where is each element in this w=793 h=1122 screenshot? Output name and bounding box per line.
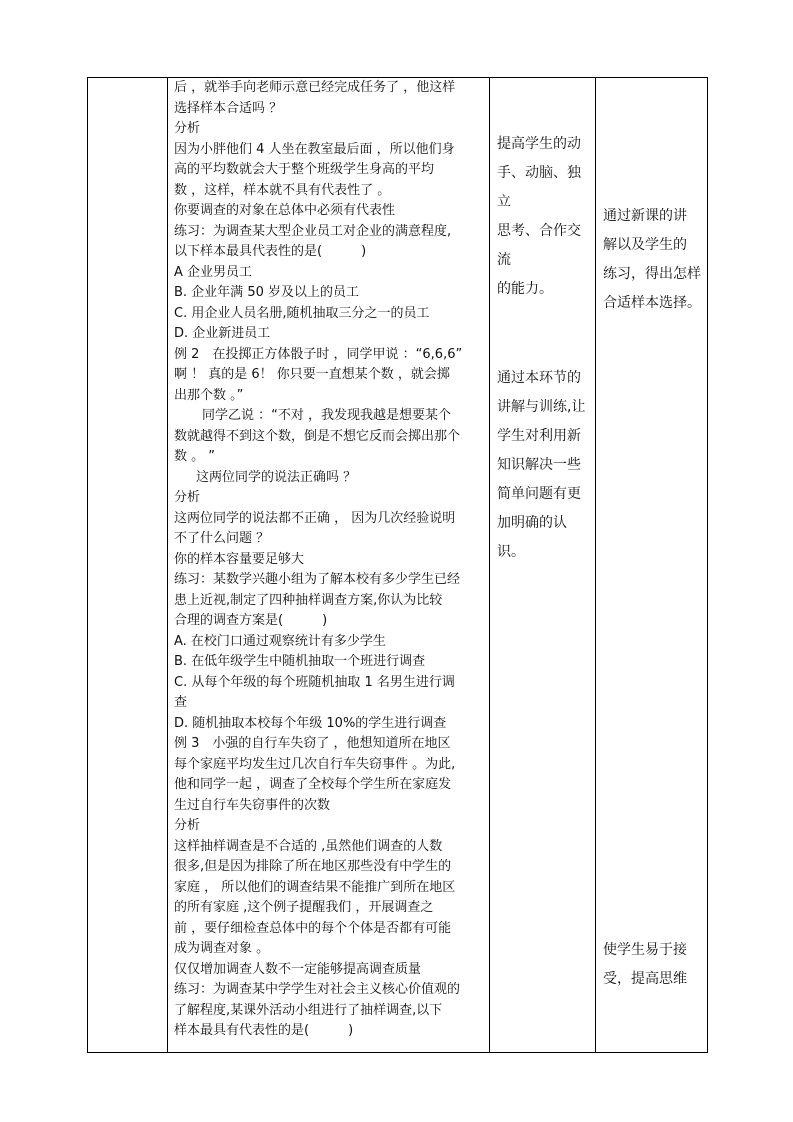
content-line: 例 3 小强的自行车失窃了 ，他想知道所在地区: [174, 736, 451, 751]
content-line: 例 2 在投掷正方体骰子时 ，同学甲说 ：“6,6,6”: [174, 346, 463, 362]
content-line: 样本最具有代表性的是( ): [174, 1023, 354, 1038]
design-intent-text-2: [596, 936, 707, 994]
content-line: A 企业男员工: [174, 264, 253, 280]
content-line: 分析: [174, 121, 201, 136]
ability-goal-text: [490, 130, 595, 304]
content-line: 合理的调查方案是( ): [174, 613, 328, 628]
content-line: 后 ，就举手向老师示意已经完成任务了 ，他这样: [174, 80, 456, 95]
content-line: 前 ，要仔细检查总体中的每个个体是否都有可能: [174, 920, 452, 936]
side-line: 合适样本选择。: [603, 295, 701, 311]
content-line: 了解程度,某课外活动小组进行了抽样调查,以下: [174, 1002, 443, 1018]
content-line: 练习：为调查某大型企业员工对企业的满意程度,: [174, 223, 452, 239]
content-line: 这两位同学的说法正确吗 ？: [196, 469, 357, 485]
content-line: 每个家庭平均发生过几次自行车失窃事件 。为此,: [174, 756, 456, 772]
side-line: 加明确的认识。: [497, 515, 567, 560]
content-line: C. 从每个年级的每个班随机抽取 1 名男生进行调: [174, 674, 455, 690]
practice-goal-text: [490, 364, 595, 567]
student-activity-cell: [490, 78, 596, 1053]
side-line: 学生对利用新: [497, 428, 581, 444]
side-line: 简单问题有更: [497, 486, 581, 502]
content-line: 分析: [174, 818, 201, 833]
content-line: 这两位同学的说法都不正确 ， 因为几次经验说明: [174, 510, 456, 526]
content-line: 患上近视,制定了四种抽样调查方案,你认为比较: [174, 592, 443, 608]
side-line: 受，提高思维: [603, 971, 687, 987]
content-line: 因为小胖他们 4 人坐在教室最后面 ，所以他们身: [174, 141, 455, 157]
teaching-content: [168, 78, 489, 1042]
side-line: 的能力。: [497, 281, 553, 297]
content-line: 高的平均数就会大于整个班级学生身高的平均: [174, 162, 435, 177]
lesson-table: [87, 77, 708, 1053]
side-line: 思考、合作交流: [497, 223, 581, 268]
design-intent-cell: [596, 78, 708, 1053]
content-line: 仅仅增加调查人数不一定能够提高调查质量: [174, 961, 422, 977]
content-line: 不了什么问题 ？: [174, 531, 270, 546]
side-line: 知识解决一些: [497, 457, 581, 473]
design-intent-text-1: [596, 202, 707, 318]
side-line: 提高学生的动: [497, 136, 581, 152]
side-line: 解以及学生的: [603, 237, 687, 253]
side-line: 讲解与训练,让: [497, 399, 586, 415]
content-line: C. 用企业人员名册,随机抽取三分之一的员工: [174, 305, 430, 321]
content-line: 查: [174, 695, 188, 710]
content-line: 数就越得不到这个数，倒是不想它反而会掷出那个: [174, 428, 461, 444]
side-line: 使学生易于接: [603, 942, 687, 958]
content-line: A. 在校门口通过观察统计有多少学生: [174, 633, 386, 649]
side-line: 通过本环节的: [497, 370, 581, 386]
content-line: B. 在低年级学生中随机抽取一个班进行调查: [174, 654, 426, 669]
content-line: 以下样本最具代表性的是( ): [174, 244, 367, 259]
content-line: 啊 ！ 真的是 6！ 你只要一直想某个数 ，就会掷: [174, 367, 450, 382]
side-line: 练习，得出怎样: [603, 266, 701, 282]
table-row: [88, 78, 708, 1053]
content-line: 练习：为调查某中学学生对社会主义核心价值观的: [174, 982, 461, 997]
content-line: 你的样本容量要足够大: [174, 551, 305, 567]
side-line: 手、动脑、独立: [497, 165, 581, 210]
side-line: 通过新课的讲: [603, 208, 687, 224]
content-line: 成为调查对象 。: [174, 941, 270, 956]
content-line: D. 随机抽取本校每个年级 10%的学生进行调查: [174, 715, 447, 731]
content-line: 分析: [174, 490, 201, 505]
content-line: B. 企业年满 50 岁及以上的员工: [174, 285, 359, 300]
content-line: 家庭 ， 所以他们的调查结果不能推广到所在地区: [174, 879, 456, 895]
content-line: 他和同学一起 ，调查了全校每个学生所在家庭发: [174, 777, 452, 792]
content-line: 数 。 ”: [174, 449, 215, 464]
content-line: 出那个数 。”: [174, 387, 244, 403]
content-line: 你要调查的对象在总体中必须有代表性: [174, 203, 396, 218]
content-line: 选择样本合适吗 ？: [174, 100, 283, 116]
content-line: 练习：某数学兴趣小组为了解本校有多少学生已经: [174, 572, 461, 587]
content-line: 数 ，这样，样本就不具有代表性了 。: [174, 182, 391, 198]
content-line: 的所有家庭 ,这个例子提醒我们 ，开展调查之: [174, 900, 434, 915]
content-line: 很多,但是因为排除了所在地区那些没有中学生的: [174, 859, 452, 874]
teaching-content-cell: [168, 78, 490, 1053]
content-line: 生过自行车失窃事件的次数: [174, 797, 331, 813]
blank-column-cell: [88, 78, 168, 1053]
content-line: 这样抽样调查是不合适的 ,虽然他们调查的人数: [174, 838, 443, 854]
content-line: 同学乙说 ：“不对 ，我发现我越是想要某个: [202, 408, 451, 423]
content-line: D. 企业新进员工: [174, 326, 271, 341]
